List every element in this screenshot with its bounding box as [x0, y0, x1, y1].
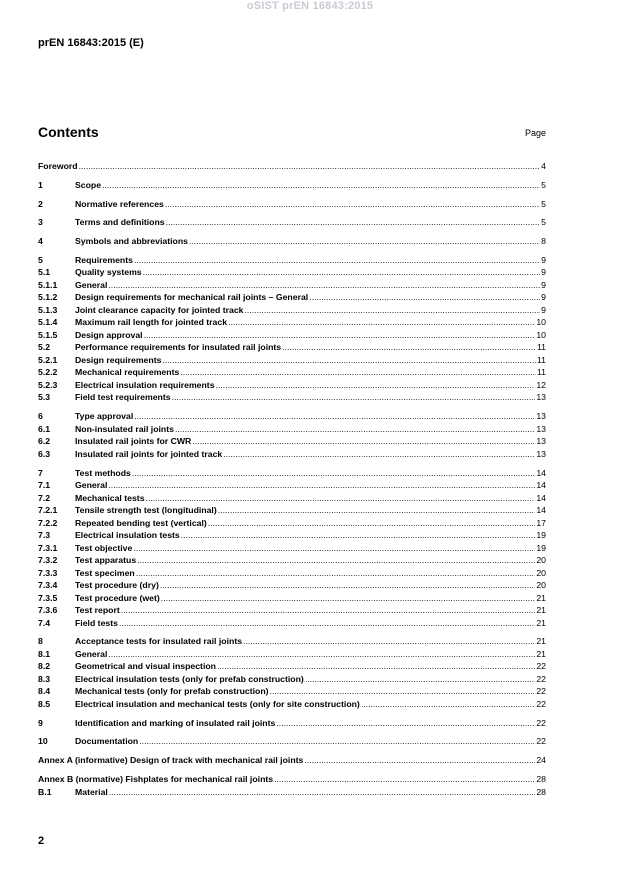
toc-entry-page: 13: [536, 411, 546, 422]
toc-entry-number: 7.3.3: [38, 567, 58, 578]
toc-entry[interactable]: [38, 717, 546, 730]
toc-entry-number: 5.1.5: [38, 329, 58, 340]
toc-entry-number: 8.2: [38, 661, 51, 672]
toc-entry-number: 7.3.4: [38, 580, 58, 591]
toc-entry-page: 21: [536, 636, 546, 647]
toc-entry-title: Terms and definitions: [75, 217, 165, 228]
toc-entry-title: Maximum rail length for jointed track: [75, 317, 228, 328]
toc-leader-dots: [216, 379, 536, 392]
toc-entry-page: 12: [536, 379, 546, 390]
toc-entry-number: 5.2.1: [38, 354, 58, 365]
page-column-label: Page: [524, 128, 546, 138]
toc-entry-page: 4: [541, 161, 546, 171]
toc-leader-dots: [165, 198, 540, 211]
toc-leader-dots: [166, 216, 541, 229]
toc-entry-title: Performance requirements for insulated rail joints: [75, 342, 282, 353]
toc-entry-number: 5.2.2: [38, 367, 58, 378]
toc-leader-dots: [132, 467, 535, 480]
toc-entry-number: 7.3.5: [38, 592, 58, 603]
toc-entry-page: 19: [536, 542, 546, 553]
toc-entry-title: Quality systems: [75, 267, 142, 278]
toc-entry-page: 13: [536, 448, 546, 459]
toc-entry-title: General: [75, 480, 108, 491]
toc-leader-dots: [160, 579, 535, 592]
toc-leader-dots: [180, 366, 536, 379]
toc-entry-number: 2: [38, 198, 43, 209]
toc-entry-number: 8.1: [38, 648, 51, 659]
toc-entry-page: 9: [541, 267, 546, 278]
toc-entry[interactable]: [38, 554, 546, 567]
toc-leader-dots: [276, 717, 535, 730]
toc-entry-number: 4: [38, 236, 43, 247]
toc-leader-dots: [223, 448, 535, 461]
page-number: 2: [38, 835, 45, 847]
toc-entry-number: 5.2: [38, 342, 51, 353]
toc-entry[interactable]: [38, 648, 546, 661]
toc-entry[interactable]: [38, 216, 546, 229]
toc-entry-title: Acceptance tests for insulated rail joints: [75, 636, 243, 647]
toc-leader-dots: [133, 542, 535, 555]
toc-entry-number: 5.1: [38, 267, 51, 278]
toc-entry[interactable]: [38, 423, 546, 436]
toc-entry[interactable]: [38, 754, 546, 767]
toc-entry[interactable]: [38, 254, 546, 267]
toc-entry-title: Test procedure (dry): [75, 580, 159, 591]
toc-entry-number: 5.1.3: [38, 304, 58, 315]
toc-leader-dots: [175, 423, 535, 436]
toc-entry[interactable]: [38, 279, 546, 292]
toc-entry[interactable]: [38, 786, 546, 799]
toc-entry-number: 6.3: [38, 448, 51, 459]
toc-entry-number: 8.3: [38, 673, 51, 684]
toc-entry-page: 11: [536, 342, 546, 353]
toc-entry[interactable]: [38, 266, 546, 279]
toc-entry-page: 10: [536, 317, 546, 328]
toc-entry[interactable]: [38, 410, 546, 423]
toc-entry-title: Test methods: [75, 467, 131, 478]
toc-entry-page: 5: [541, 217, 546, 228]
toc-entry[interactable]: [38, 304, 546, 317]
toc-entry-title: Annex A (informative) Design of track with mechanical rail joints: [38, 755, 304, 766]
toc-entry-number: 5: [38, 254, 43, 265]
toc-leader-dots: [282, 341, 536, 354]
toc-leader-dots: [134, 410, 535, 423]
toc-entry-title: General: [75, 279, 108, 290]
toc-entry-title: Design requirements for mechanical rail joints – General: [75, 292, 309, 303]
toc-leader-dots: [361, 698, 536, 711]
toc-entry-number: 6: [38, 411, 43, 422]
toc-leader-dots: [217, 660, 535, 673]
toc-entry[interactable]: [38, 366, 546, 379]
toc-entry-number: 8.5: [38, 698, 51, 709]
toc-entry-page: 22: [536, 686, 546, 697]
toc-entry-number: 8.4: [38, 686, 51, 697]
toc-entry-title: Geometrical and visual inspection: [75, 661, 216, 672]
toc-entry-title: Mechanical requirements: [75, 367, 180, 378]
toc-entry-title: Insulated rail joints for jointed track: [75, 448, 223, 459]
toc-entry-page: 9: [541, 292, 546, 303]
toc-entry-number: 5.2.3: [38, 379, 58, 390]
toc-entry[interactable]: [38, 660, 546, 673]
toc-entry-title: Identification and marking of insulated rail joints: [75, 717, 276, 728]
toc-entry-number: B.1: [38, 786, 52, 797]
toc-entry-page: 22: [536, 717, 546, 728]
toc-leader-dots: [108, 279, 540, 292]
toc-entry-number: 6.1: [38, 423, 51, 434]
toc-leader-dots: [102, 179, 540, 192]
toc-entry-page: 21: [536, 605, 546, 616]
toc-entry-page: 28: [536, 786, 546, 797]
toc-entry-number: 5.3: [38, 392, 51, 403]
toc-entry-title: Tensile strength test (longitudinal): [75, 505, 217, 516]
toc-entry-number: 7.4: [38, 617, 51, 628]
toc-entry-page: 9: [541, 279, 546, 290]
toc-entry-number: 1: [38, 179, 43, 190]
toc-entry[interactable]: [38, 673, 546, 686]
toc-leader-dots: [245, 304, 541, 317]
toc-entry-page: 9: [541, 304, 546, 315]
toc-entry-page: 20: [536, 580, 546, 591]
toc-entry-number: 5.1.2: [38, 292, 58, 303]
toc-entry[interactable]: [38, 529, 546, 542]
watermark: oSIST prEN 16843:2015: [246, 0, 374, 12]
toc-entry[interactable]: [38, 160, 546, 173]
toc-entry-number: 7.2.2: [38, 517, 58, 528]
toc-entry-title: Non-insulated rail joints: [75, 423, 174, 434]
toc-entry-title: Symbols and abbreviations: [75, 236, 188, 247]
toc-entry-title: Normative references: [75, 198, 164, 209]
toc-entry-number: 7.3.1: [38, 542, 58, 553]
toc-leader-dots: [137, 554, 535, 567]
toc-entry-title: Field test requirements: [75, 392, 171, 403]
toc-leader-dots: [208, 517, 536, 530]
toc-entry-page: 13: [536, 436, 546, 447]
toc-entry-page: 13: [536, 423, 546, 434]
toc-entry-number: 3: [38, 217, 43, 228]
toc-entry-page: 5: [541, 198, 546, 209]
toc-entry[interactable]: [38, 492, 546, 505]
document-id: prEN 16843:2015 (E): [38, 37, 144, 49]
toc-entry-title: General: [75, 648, 108, 659]
toc-entry-page: 28: [536, 774, 546, 785]
toc-entry-number: 5.1.4: [38, 317, 58, 328]
toc-leader-dots: [181, 529, 536, 542]
toc-entry-page: 14: [536, 492, 546, 503]
toc-entry-title: Test specimen: [75, 567, 135, 578]
toc-entry-title: Test objective: [75, 542, 133, 553]
toc-entry-title: Electrical insulation requirements: [75, 379, 215, 390]
toc-entry[interactable]: [38, 604, 546, 617]
toc-entry[interactable]: [38, 735, 546, 748]
toc-leader-dots: [161, 592, 536, 605]
toc-entry-title: Field tests: [75, 617, 118, 628]
toc-entry[interactable]: [38, 391, 546, 404]
toc-entry[interactable]: [38, 567, 546, 580]
toc-entry-number: 7.3.6: [38, 605, 58, 616]
toc-leader-dots: [109, 786, 535, 799]
toc-entry[interactable]: [38, 329, 546, 342]
toc-entry-title: Design requirements: [75, 354, 162, 365]
toc-entry[interactable]: [38, 198, 546, 211]
toc-entry-page: 24: [536, 755, 546, 766]
toc-entry-title: Test procedure (wet): [75, 592, 160, 603]
toc-leader-dots: [274, 773, 535, 786]
toc-leader-dots: [270, 685, 536, 698]
toc-leader-dots: [305, 673, 536, 686]
toc-entry-number: 10: [38, 736, 48, 747]
toc-entry-title: Mechanical tests (only for prefab construction): [75, 686, 269, 697]
toc-leader-dots: [304, 754, 535, 767]
toc-entry-page: 5: [541, 179, 546, 190]
toc-entry-title: Documentation: [75, 736, 139, 747]
toc-entry-page: 22: [536, 661, 546, 672]
toc-entry[interactable]: [38, 467, 546, 480]
toc-entry[interactable]: [38, 479, 546, 492]
toc-entry[interactable]: [38, 773, 546, 786]
toc-entry-page: 21: [536, 592, 546, 603]
toc-entry[interactable]: [38, 435, 546, 448]
toc-entry-page: 13: [536, 392, 546, 403]
toc-leader-dots: [243, 635, 535, 648]
toc-leader-dots: [192, 435, 535, 448]
toc-leader-dots: [143, 266, 541, 279]
toc-leader-dots: [144, 329, 536, 342]
toc-entry-title: Mechanical tests: [75, 492, 145, 503]
toc-entry[interactable]: [38, 592, 546, 605]
toc-entry-title: Electrical insulation and mechanical tests (only for site construction): [75, 698, 360, 709]
toc-entry-title: Electrical insulation tests (only for prefab construction): [75, 673, 304, 684]
toc-entry-number: 7.3.2: [38, 555, 58, 566]
toc-entry-title: Test apparatus: [75, 555, 137, 566]
toc-entry-title: Annex B (normative) Fishplates for mechanical rail joints: [38, 774, 274, 785]
toc-entry-page: 22: [536, 736, 546, 747]
toc-entry[interactable]: [38, 685, 546, 698]
toc-entry-title: Requirements: [75, 254, 133, 265]
toc-entry-page: 21: [536, 648, 546, 659]
toc-entry-page: 14: [536, 505, 546, 516]
contents-heading: Contents: [38, 124, 99, 140]
toc-entry[interactable]: [38, 291, 546, 304]
toc-entry-number: 7.2.1: [38, 505, 58, 516]
toc-leader-dots: [136, 567, 536, 580]
toc-entry[interactable]: [38, 179, 546, 192]
toc-entry-page: 20: [536, 567, 546, 578]
toc-leader-dots: [79, 160, 541, 173]
toc-leader-dots: [218, 504, 536, 517]
toc-entry-title: Insulated rail joints for CWR: [75, 436, 192, 447]
table-of-contents: [38, 160, 546, 798]
toc-entry-page: 22: [536, 698, 546, 709]
toc-entry[interactable]: [38, 504, 546, 517]
toc-leader-dots: [162, 354, 536, 367]
toc-entry-page: 11: [536, 367, 546, 378]
toc-leader-dots: [108, 648, 535, 661]
toc-entry-page: 19: [536, 530, 546, 541]
toc-entry-page: 10: [536, 329, 546, 340]
toc-entry-number: 7: [38, 467, 43, 478]
toc-entry[interactable]: [38, 542, 546, 555]
toc-leader-dots: [172, 391, 536, 404]
toc-leader-dots: [121, 604, 536, 617]
toc-entry[interactable]: [38, 617, 546, 630]
toc-entry-number: 7.2: [38, 492, 51, 503]
toc-entry-page: 14: [536, 480, 546, 491]
toc-entry-page: 11: [536, 354, 546, 365]
toc-leader-dots: [309, 291, 540, 304]
toc-entry-page: 8: [541, 236, 546, 247]
toc-entry[interactable]: [38, 635, 546, 648]
toc-entry-page: 22: [536, 673, 546, 684]
toc-leader-dots: [189, 235, 540, 248]
toc-entry-number: 5.1.1: [38, 279, 58, 290]
toc-entry-page: 20: [536, 555, 546, 566]
toc-entry[interactable]: [38, 341, 546, 354]
toc-leader-dots: [134, 254, 540, 267]
toc-entry-number: 9: [38, 717, 43, 728]
toc-entry[interactable]: [38, 379, 546, 392]
toc-entry-title: Electrical insulation tests: [75, 530, 180, 541]
toc-entry-number: 6.2: [38, 436, 51, 447]
toc-entry[interactable]: [38, 448, 546, 461]
toc-entry-number: 7.3: [38, 530, 51, 541]
toc-leader-dots: [139, 735, 535, 748]
toc-entry[interactable]: [38, 579, 546, 592]
toc-entry-number: 8: [38, 636, 43, 647]
toc-entry[interactable]: [38, 517, 546, 530]
toc-entry[interactable]: [38, 316, 546, 329]
toc-entry-page: 21: [536, 617, 546, 628]
toc-entry-title: Design approval: [75, 329, 143, 340]
toc-entry-title: Joint clearance capacity for jointed track: [75, 304, 244, 315]
toc-entry-page: 17: [536, 517, 546, 528]
toc-entry-title: Scope: [75, 179, 102, 190]
toc-leader-dots: [228, 316, 535, 329]
toc-leader-dots: [119, 617, 535, 630]
toc-entry-number: 7.1: [38, 480, 51, 491]
toc-entry-title: Material: [75, 786, 108, 797]
toc-entry-title: Type approval: [75, 411, 134, 422]
toc-entry-page: 9: [541, 254, 546, 265]
toc-entry-title: Repeated bending test (vertical): [75, 517, 207, 528]
toc-leader-dots: [108, 479, 535, 492]
toc-entry[interactable]: [38, 354, 546, 367]
toc-entry[interactable]: [38, 698, 546, 711]
toc-entry-title: Foreword: [38, 161, 78, 171]
toc-entry-title: Test report: [75, 605, 120, 616]
toc-leader-dots: [146, 492, 536, 505]
toc-entry[interactable]: [38, 235, 546, 248]
toc-entry-page: 14: [536, 467, 546, 478]
